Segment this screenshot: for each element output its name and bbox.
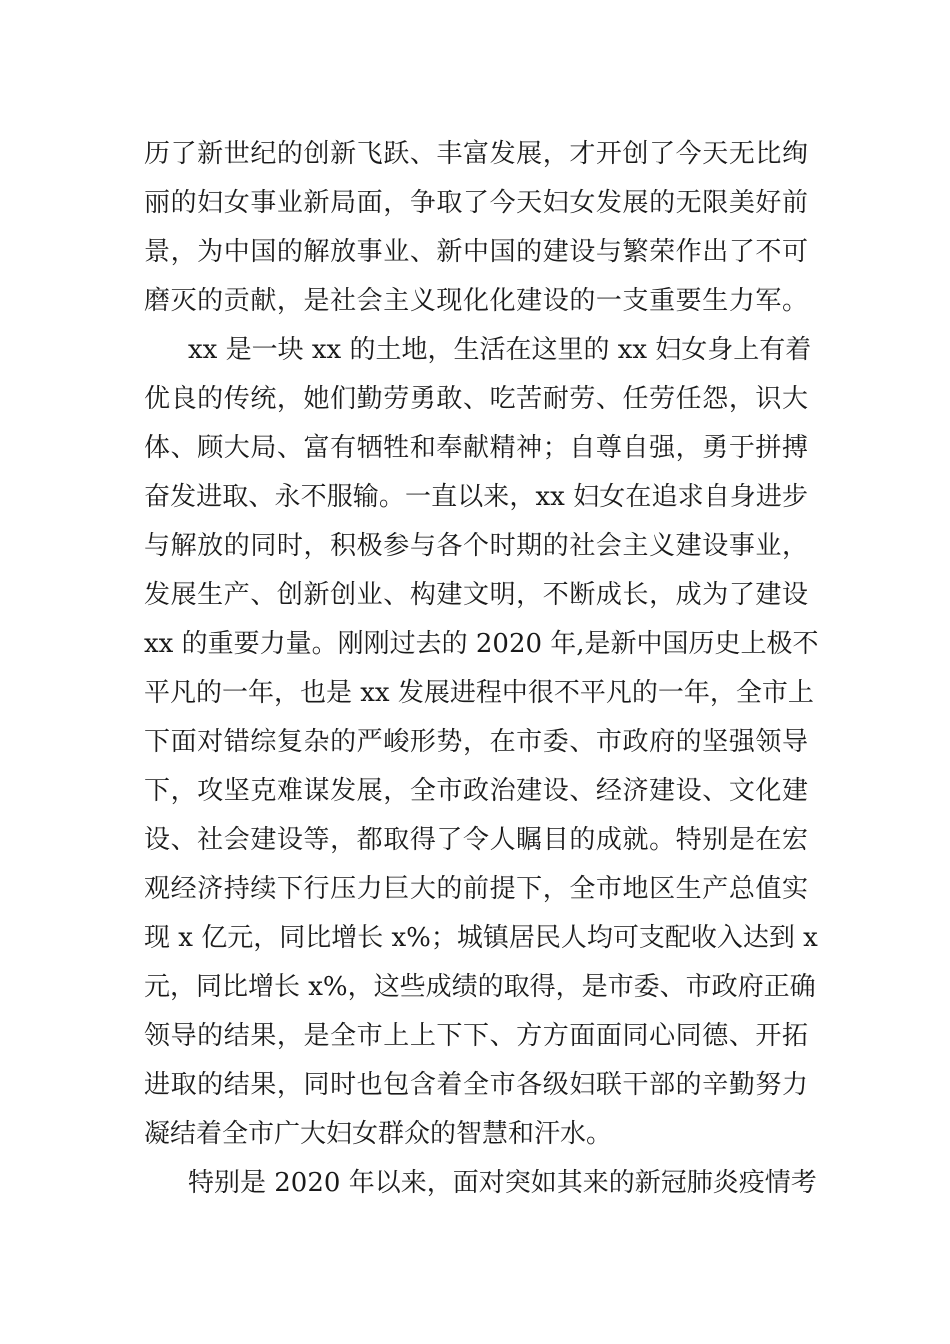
text-line: 领导的结果，是全市上上下下、方方面面同心同德、开拓 <box>144 1021 808 1051</box>
text-line: 平凡的一年，也是 xx 发展进程中很不平凡的一年，全市上 <box>144 678 814 708</box>
text-line: xx 的重要力量。刚刚过去的 2020 年,是新中国历史上极不 <box>144 629 819 659</box>
text-line: 元，同比增长 x%，这些成绩的取得，是市委、市政府正确 <box>144 972 816 1002</box>
text-line: 磨灭的贡献，是社会主义现化化建设的一支重要生力军。 <box>144 286 808 316</box>
text-line: 进取的结果，同时也包含着全市各级妇联干部的辛勤努力 <box>144 1070 808 1100</box>
text-line: 发展生产、创新创业、构建文明，不断成长，成为了建设 <box>144 580 808 610</box>
text-line: 历了新世纪的创新飞跃、丰富发展，才开创了今天无比绚 <box>144 139 808 169</box>
text-line: 体、顾大局、富有牺牲和奉献精神；自尊自强，勇于拼搏 <box>144 433 808 463</box>
text-line: 观经济持续下行压力巨大的前提下，全市地区生产总值实 <box>144 874 808 904</box>
body-text <box>144 130 819 1208</box>
text-line: 下面对错综复杂的严峻形势，在市委、市政府的坚强领导 <box>144 727 808 757</box>
text-line: 景，为中国的解放事业、新中国的建设与繁荣作出了不可 <box>144 237 808 267</box>
text-line: 特别是 2020 年以来，面对突如其来的新冠肺炎疫情考 <box>188 1168 817 1198</box>
text-line: 凝结着全市广大妇女群众的智慧和汗水。 <box>144 1119 613 1149</box>
text-line: 现 x 亿元，同比增长 x%；城镇居民人均可支配收入达到 x <box>144 923 818 953</box>
text-line: 丽的妇女事业新局面，争取了今天妇女发展的无限美好前 <box>144 188 808 218</box>
text-line: 奋发进取、永不服输。一直以来，xx 妇女在追求自身进步 <box>144 482 808 512</box>
text-line: 设、社会建设等，都取得了令人瞩目的成就。特别是在宏 <box>144 825 808 855</box>
text-line: 与解放的同时，积极参与各个时期的社会主义建设事业， <box>144 531 808 561</box>
text-line: xx 是一块 xx 的土地，生活在这里的 xx 妇女身上有着 <box>188 335 812 365</box>
text-line: 下，攻坚克难谋发展，全市政治建设、经济建设、文化建 <box>144 776 808 806</box>
text-line: 优良的传统，她们勤劳勇敢、吃苦耐劳、任劳任怨，识大 <box>144 384 808 414</box>
